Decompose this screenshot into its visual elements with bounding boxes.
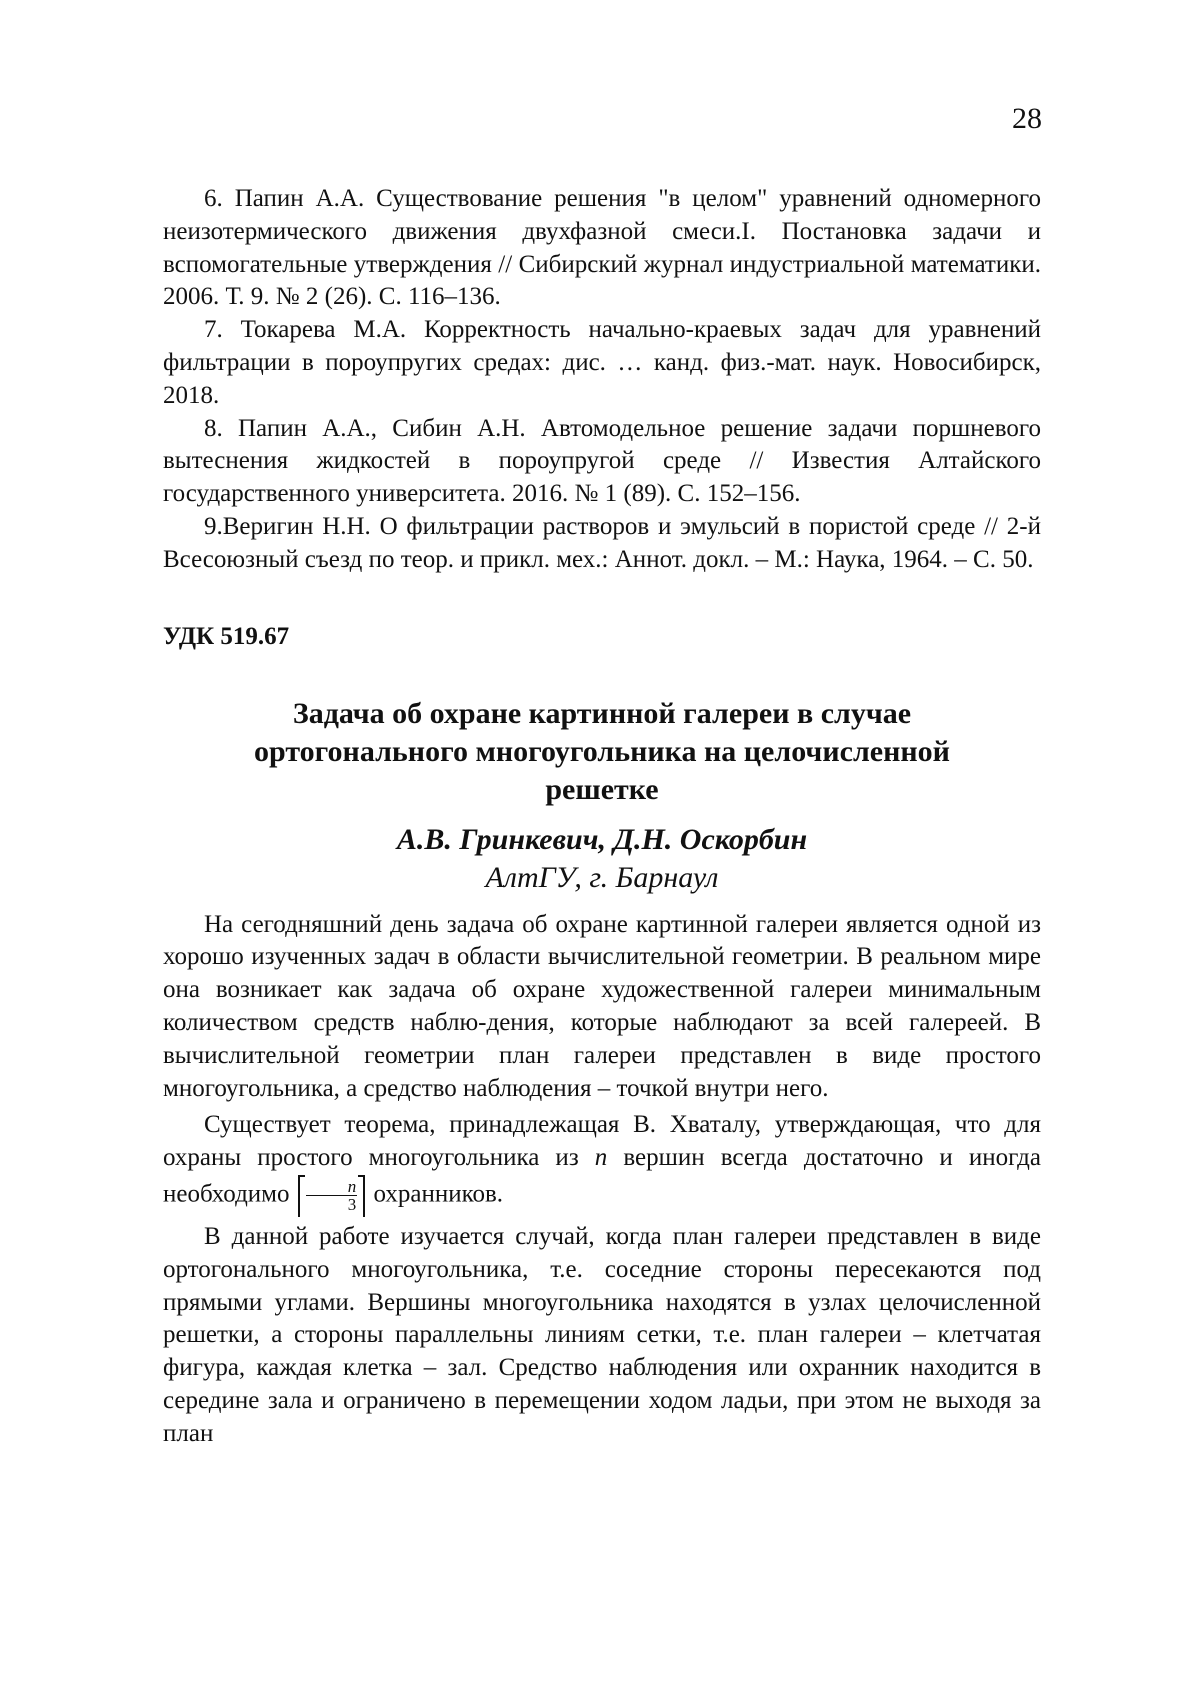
title-line: решетке <box>163 771 1041 809</box>
theorem-text-a: Существует теорема, принадлежащая В. Хваталу, утверждающая, что для охраны простого многоугольника из <box>163 1111 1041 1171</box>
body-paragraph: В данной работе изучается случай, когда план галереи представлен в виде ортогонального многоугольника, т.е. соседние стороны пересекаются под прямыми углами. Вершины многоугольника находятся в узлах целочисленной решетки, а стороны параллельны линиям сетки, т.е. план галереи – клетчатая фигура, каждая клетка – зал. Средство наблюдения или охранник находится в середине зала и ограничено в перемещении ходом ладьи, при этом не выходя за план <box>163 1221 1041 1451</box>
article-body <box>163 909 1041 1451</box>
article-title <box>163 695 1041 809</box>
title-line: Задача об охране картинной галереи в случае <box>163 695 1041 733</box>
reference-item: 6. Папин А.А. Существование решения "в целом" уравнений одномерного неизотермического движения двухфазной смеси.I. Постановка задачи и вспомогательные утверждения // Сибирский журнал индустриальной математики. 2006. Т. 9. № 2 (26). С. 116–136. <box>163 183 1041 314</box>
theorem-text-c: охранников. <box>374 1181 504 1208</box>
page-number: 28 <box>1012 102 1042 136</box>
page-content <box>163 183 1041 1451</box>
authors: А.В. Гринкевич, Д.Н. Оскорбин <box>163 821 1041 859</box>
reference-list <box>163 183 1041 577</box>
fraction-denominator: 3 <box>307 1196 357 1213</box>
document-page <box>0 0 1200 1703</box>
fraction-numerator: n <box>306 1178 358 1196</box>
udc-code: УДК 519.67 <box>163 621 1041 653</box>
ceiling-fraction <box>298 1175 366 1217</box>
theorem-text-b: вершин всегда достаточно и иногда необходимо <box>163 1144 1041 1208</box>
reference-item: 7. Токарева М.А. Корректность начально-краевых задач для уравнений фильтрации в пороупругих средах: дис. … канд. физ.-мат. наук. Новосибирск, 2018. <box>163 314 1041 412</box>
affiliation: АлтГУ, г. Барнаул <box>163 859 1041 897</box>
title-line: ортогонального многоугольника на целочисленной <box>163 733 1041 771</box>
variable-n: n <box>595 1144 608 1171</box>
reference-item: 9.Веригин Н.Н. О фильтрации растворов и эмульсий в пористой среде // 2-й Всесоюзный съезд по теор. и прикл. мех.: Аннот. докл. – М.: Наука, 1964. – С. 50. <box>163 511 1041 577</box>
reference-item: 8. Папин А.А., Сибин А.Н. Автомодельное решение задачи поршневого вытеснения жидкостей в пороупругой среде // Известия Алтайского государственного университета. 2016. № 1 (89). С. 152–156. <box>163 413 1041 511</box>
body-paragraph-theorem <box>163 1109 1041 1217</box>
body-paragraph: На сегодняшний день задача об охране картинной галереи является одной из хорошо изученных задач в области вычислительной геометрии. В реальном мире она возникает как задача об охране художественной галереи минимальным количеством средств наблю-дения, которые наблюдают за всей галереей. В вычислительной геометрии план галереи представлен в виде простого многоугольника, а средство наблюдения – точкой внутри него. <box>163 909 1041 1106</box>
